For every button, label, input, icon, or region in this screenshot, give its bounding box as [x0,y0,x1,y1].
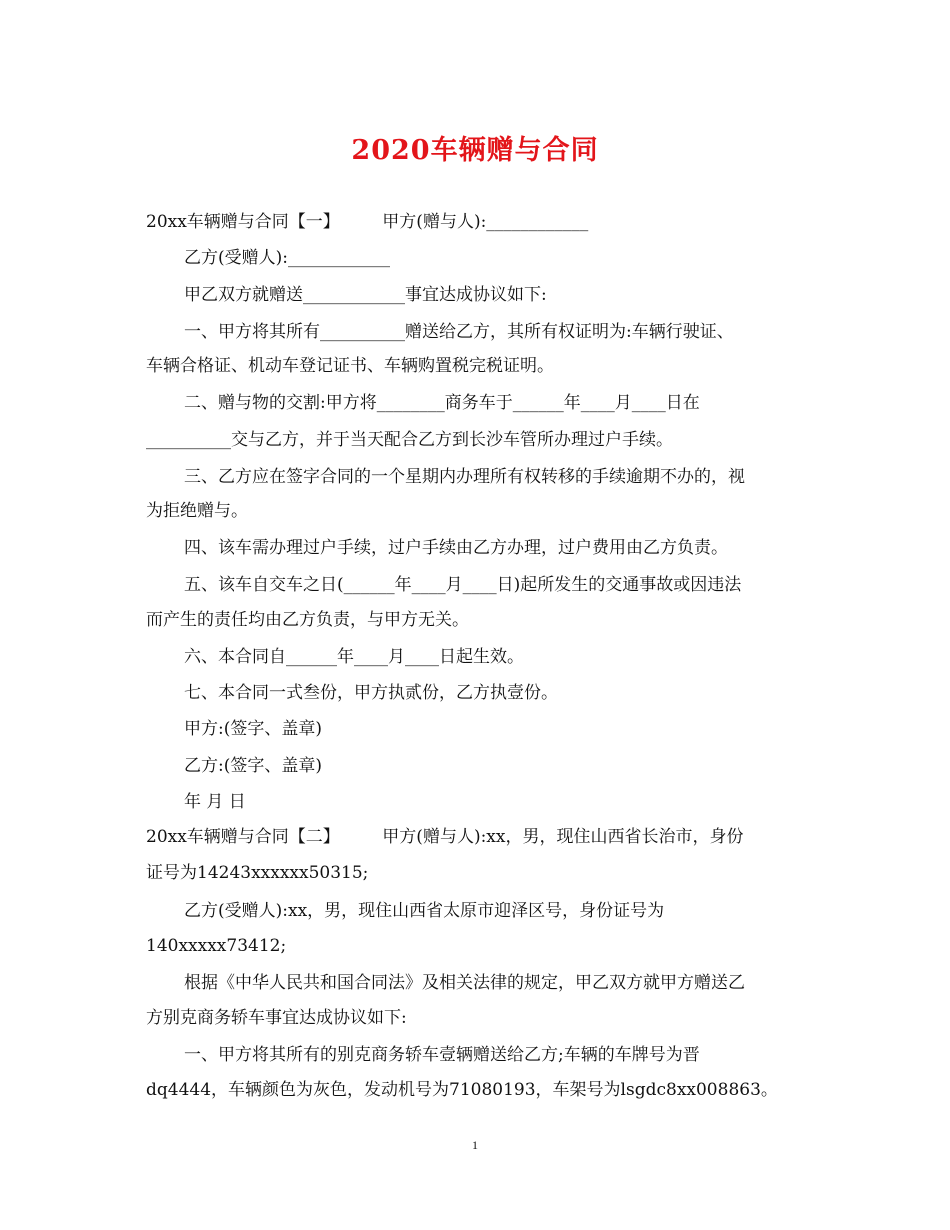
text-line: 乙方(受赠人):____________ [184,248,390,268]
text-line: 二、赠与物的交割:甲方将________商务车于______年____月____日在 [184,393,700,413]
text-line: 为拒绝赠与。 [146,501,248,521]
text-line: 20xx车辆赠与合同【一】 甲方(赠与人):____________ [146,212,589,232]
text-line: 年 月 日 [184,792,246,812]
text-line: 而产生的责任均由乙方负责，与甲方无关。 [146,610,469,630]
text-line: 三、乙方应在签字合同的一个星期内办理所有权转移的手续逾期不办的，视 [184,467,745,487]
text-line: dq4444，车辆颜色为灰色，发动机号为71080193，车架号为lsgdc8xx008863。 [146,1080,778,1100]
text-line: 140xxxxx73412; [146,936,287,956]
text-line: 方别克商务轿车事宜达成协议如下: [146,1008,407,1028]
text-line: 根据《中华人民共和国合同法》及相关法律的规定，甲乙双方就甲方赠送乙 [184,973,745,993]
text-line: __________交与乙方，并于当天配合乙方到长沙车管所办理过户手续。 [146,430,673,450]
text-line: 乙方:(签字、盖章) [184,756,322,776]
text-line: 六、本合同自______年____月____日起生效。 [184,647,524,667]
text-line: 一、甲方将其所有__________赠送给乙方，其所有权证明为:车辆行驶证、 [184,322,734,342]
text-line: 20xx车辆赠与合同【二】 甲方(赠与人):xx，男，现住山西省长治市，身份 [146,827,744,847]
text-line: 五、该车自交车之日(______年____月____日)起所发生的交通事故或因违法 [184,575,742,595]
text-line: 四、该车需办理过户手续，过户手续由乙方办理，过户费用由乙方负责。 [184,538,728,558]
text-line: 甲乙双方就赠送____________事宜达成协议如下: [184,285,547,305]
text-line: 证号为14243xxxxxx50315; [146,863,369,883]
page-number: 1 [472,1138,478,1152]
document-title: 2020车辆赠与合同 [351,135,599,166]
text-line: 七、本合同一式叁份，甲方执贰份，乙方执壹份。 [184,683,558,703]
text-line: 乙方(受赠人):xx，男，现住山西省太原市迎泽区号，身份证号为 [184,901,665,921]
text-line: 一、甲方将其所有的别克商务轿车壹辆赠送给乙方;车辆的车牌号为晋 [184,1045,700,1065]
text-line: 甲方:(签字、盖章) [184,719,322,739]
text-line: 车辆合格证、机动车登记证书、车辆购置税完税证明。 [146,356,554,376]
